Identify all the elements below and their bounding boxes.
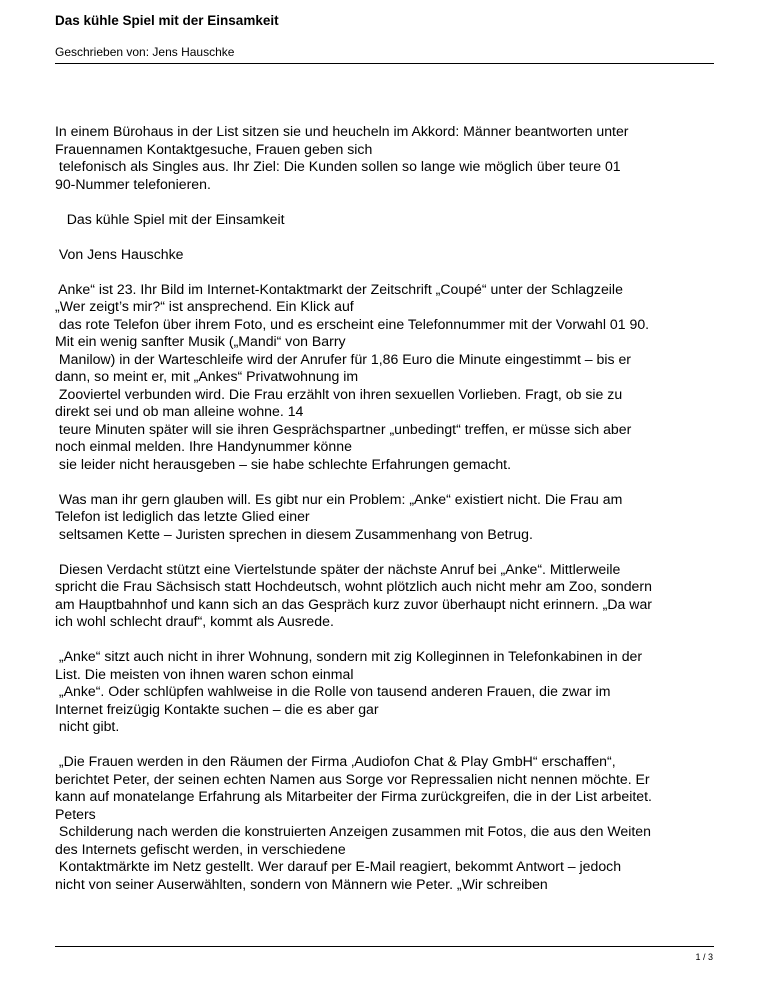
text-line: Kontaktmärkte im Netz gestellt. Wer darauf per E-Mail reagiert, bekommt Antwort – jedoch	[55, 858, 622, 874]
text-line: noch einmal melden. Ihre Handynummer könne	[55, 438, 352, 454]
paragraph	[55, 123, 717, 193]
text-line: kann auf monatelange Erfahrung als Mitarbeiter der Firma zurückgreifen, die in der List arbeitet.	[55, 788, 652, 804]
text-line: Schilderung nach werden die konstruierten Anzeigen zusammen mit Fotos, die aus den Weiten	[55, 823, 651, 839]
author-line: Geschrieben von: Jens Hauschke	[55, 45, 235, 59]
paragraph	[55, 753, 717, 893]
text-line: Peters	[55, 805, 96, 822]
text-line: am Hauptbahnhof und kann sich an das Gespräch kurz zuvor überhaupt nicht erinnern. „Da war	[55, 595, 652, 612]
text-line: des Internets gefischt werden, in verschiedene	[55, 840, 346, 857]
document-title: Das kühle Spiel mit der Einsamkeit	[55, 13, 279, 28]
text-line: „Wer zeigt’s mir?“ ist ansprechend. Ein Klick auf	[55, 298, 354, 314]
text-line: Was man ihr gern glauben will. Es gibt nur ein Problem: „Anke“ existiert nicht. Die Frau am	[55, 490, 623, 507]
text-line: 90-Nummer telefonieren.	[55, 175, 211, 192]
text-line: List. Die meisten von ihnen waren schon einmal	[55, 665, 354, 682]
text-line: Internet freizügig Kontakte suchen – die es aber gar	[55, 700, 379, 717]
text-line: seltsamen Kette – Juristen sprechen in diesem Zusammenhang von Betrug.	[55, 525, 533, 542]
text-line: „Anke“ sitzt auch nicht in ihrer Wohnung, sondern mit zig Kolleginnen in Telefonkabinen in der	[55, 648, 643, 664]
text-line: nicht von seiner Auserwählten, sondern von Männern wie Peter. „Wir schreiben	[55, 875, 548, 892]
text-line: „Anke“. Oder schlüpfen wahlweise in die Rolle von tausend anderen Frauen, die zwar im	[55, 683, 611, 699]
paragraph	[55, 211, 717, 229]
header-divider	[55, 63, 714, 64]
text-line: telefonisch als Singles aus. Ihr Ziel: Die Kunden sollen so lange wie möglich über teure 01	[55, 158, 621, 174]
article-body	[55, 123, 717, 911]
text-line: Diesen Verdacht stützt eine Viertelstunde später der nächste Anruf bei „Anke“. Mittlerweile	[55, 560, 621, 577]
text-line: ich wohl schlecht drauf“, kommt als Ausrede.	[55, 613, 334, 629]
paragraph	[55, 281, 717, 474]
text-line: direkt sei und ob man alleine wohne. 14	[55, 403, 304, 419]
paragraph	[55, 648, 717, 736]
text-line: das rote Telefon über ihrem Foto, und es erscheint eine Telefonnummer mit der Vorwahl 01 90.	[55, 315, 650, 332]
text-line: Anke“ ist 23. Ihr Bild im Internet-Kontaktmarkt der Zeitschrift „Coupé“ unter der Schlagzeile	[55, 280, 623, 297]
text-line: Das kühle Spiel mit der Einsamkeit	[55, 210, 285, 227]
text-line: „Die Frauen werden in den Räumen der Firma ‚Audiofon Chat & Play GmbH“ erschaffen“,	[55, 753, 616, 769]
footer-divider	[55, 946, 714, 947]
text-line: sie leider nicht herausgeben – sie habe schlechte Erfahrungen gemacht.	[55, 455, 511, 472]
text-line: teure Minuten später will sie ihren Gesprächspartner „unbedingt“ treffen, er müsse sich aber	[55, 420, 632, 437]
text-line: berichtet Peter, der seinen echten Namen aus Sorge vor Repressalien nicht nennen möchte. Er	[55, 770, 650, 787]
paragraph	[55, 246, 717, 264]
paragraph	[55, 561, 717, 631]
text-line: In einem Bürohaus in der List sitzen sie und heucheln im Akkord: Männer beantworten unter	[55, 123, 629, 139]
paragraph	[55, 491, 717, 544]
text-line: nicht gibt.	[55, 718, 120, 734]
text-line: dann, so meint er, mit „Ankes“ Privatwohnung im	[55, 368, 359, 384]
page-number: 1 / 3	[695, 952, 713, 962]
page-header	[55, 12, 714, 60]
text-line: Telefon ist lediglich das letzte Glied einer	[55, 508, 310, 524]
text-line: spricht die Frau Sächsisch statt Hochdeutsch, wohnt plötzlich auch nicht mehr am Zoo, sondern	[55, 578, 652, 594]
text-line: Mit ein wenig sanfter Musik („Mandi“ von Barry	[55, 333, 346, 349]
text-line: Manilow) in der Warteschleife wird der Anrufer für 1,86 Euro die Minute eingestimmt – bis er	[55, 350, 631, 367]
text-line: Frauennamen Kontaktgesuche, Frauen geben sich	[55, 140, 373, 157]
text-line: Von Jens Hauschke	[55, 245, 184, 262]
text-line: Zooviertel verbunden wird. Die Frau erzählt von ihren sexuellen Vorlieben. Fragt, ob sie zu	[55, 385, 623, 402]
